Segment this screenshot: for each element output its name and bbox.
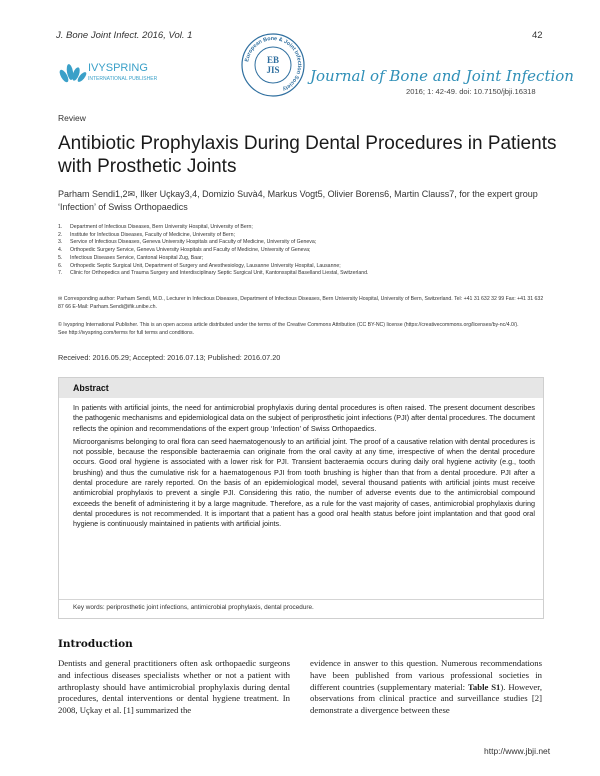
abstract-paragraph: Microorganisms belonging to oral flora can seed haematogenously to an artificial joint. The proof of a causative relation with dental procedures is not possible, because the responsible bacteraemia can originate from the oral cavity at any time, irrespective of when the dental procedure occurs. Good oral hygiene is associated with a lower risk for PJI. Transient bacteraemia occurs during daily oral hygiene activity (e.g., tooth brushing) and thus the cumulative risk for a haematogenous PJI from tooth brushing is higher than that from a dental procedure. PJI after a dental procedure are rarely reported. On the basis of an epidemiological model, several thousand patients with artificial joints must receive antimicrobial prophylaxis to prevent a single PJI. Considering this ratio, the number of adverse events due to the antimicrobial compound exceeds the benefit of administering it by a large magnitude. Therefore, as a rule for the vast majority of cases, antimicrobial prophylaxis during dental procedures is not recommended. It is important that a patient has a good oral health status before joint implantation and that good oral hygiene is continuously maintained in patients with artificial joints. (73, 436, 535, 529)
ivyspring-name: IVYSPRING (88, 62, 148, 74)
affiliation-item: 2. Institute for Infectious Diseases, Faculty of Medicine, University of Bern; (58, 231, 235, 238)
ebjis-seal-icon (240, 32, 306, 98)
ebjis-seal (240, 32, 306, 98)
abstract-header-bar (59, 378, 543, 398)
affiliation-item: 3. Service of Infectious Diseases, Geneva University Hospitals and Faculty of Medicine, University of Geneva; (58, 239, 317, 246)
svg-text:European Bone & Joint Infectio: European Bone & Joint Infection Society (244, 35, 303, 92)
table-s1-ref[interactable]: Table S1 (467, 681, 501, 692)
abstract-body (73, 403, 535, 533)
body-column-right: evidence in answer to this question. Numerous recommendations have been published from various professional societies in different countries (supplementary material: Table S1). However, observations from clinical practice and surveillance studies [2] demonstrate a divergence between these (310, 658, 542, 716)
keywords-row (59, 599, 543, 611)
running-header: J. Bone Joint Infect. 2016, Vol. 1 (56, 30, 193, 41)
publication-dates: Received: 2016.05.29; Accepted: 2016.07.13; Published: 2016.07.20 (58, 353, 281, 362)
abstract-paragraph: In patients with artificial joints, the need for antimicrobial prophylaxis during dental procedures is often raised. The present document describes the pathogenic mechanisms and epidemiological data on the subject of periprosthetic joint infections (PJI) after dental procedures. The document reflects the opinion and recommendations of the expert group ‘Infection’ of Swiss Orthopaedics. (73, 403, 535, 433)
svg-text:JIS: JIS (266, 65, 280, 75)
affiliation-item: 7. Clinic for Orthopedics and Trauma Surgery and Interdisciplinary Septic Surgical Unit, Kantonsspital Baselland Liestal, Switzerland. (58, 270, 369, 277)
ivyspring-subtitle: INTERNATIONAL PUBLISHER (88, 76, 158, 82)
affiliation-item: 4. Orthopedic Surgery Service, Geneva University Hospitals and Faculty of Medicine, University of Geneva; (58, 247, 311, 254)
affiliation-item: 6. Orthopedic Septic Surgical Unit, Department of Surgery and Anesthesiology, Lausanne University Hospital, Lausanne; (58, 262, 341, 269)
journal-title: Journal of Bone and Joint Infection (310, 67, 574, 85)
article-title: Antibiotic Prophylaxis During Dental Procedures in Patients with Prosthetic Joints (58, 133, 557, 177)
footer-url-link[interactable]: http://www.jbji.net (484, 746, 551, 756)
license-statement: © Ivyspring International Publisher. This is an open access article distributed under the terms of the Creative Commons Attribution (CC BY-NC) license (https://creativecommons.org/licenses/by-nc/4.0/). See http://ivyspring.com/terms for full terms and conditions. (58, 322, 519, 336)
affiliations-list (58, 224, 578, 278)
svg-text:EB: EB (266, 55, 280, 65)
affiliation-item: 5. Infectious Diseases Service, Cantonal Hospital Zug, Baar; (58, 254, 204, 261)
abstract-box (58, 377, 544, 619)
affiliation-item: 1. Department of Infectious Diseases, Bern University Hospital, University of Bern; (58, 224, 253, 230)
ivyspring-leaf-icon (58, 58, 162, 86)
author-list: Parham Sendi1,2✉, Ilker Uçkay3,4, Domizio Suvà4, Markus Vogt5, Olivier Borens6, Martin Clauss7, for the expert group ‘Infection’ of Swiss Orthopaedics (58, 189, 538, 212)
keywords-text: Key words: periprosthetic joint infections, antimicrobial prophylaxis, dental procedure. (73, 604, 314, 611)
abstract-heading: Abstract (73, 383, 109, 393)
body-column-left: Dentists and general practitioners often ask orthopaedic surgeons and infectious diseases specialists whether or not a patient with arthroplasty should have antimicrobial prophylaxis during dental procedures, dental interventions or dental hygiene treatment. In 2008, Uçkay et al. [1] summarized the (58, 658, 290, 716)
page-number: 42 (532, 30, 543, 41)
corresponding-author: ✉ Corresponding author: Parham Sendi, M.D., Lecturer in Infectious Diseases, Department of Infectious Diseases, Bern University Hospital, University of Bern, Switzerland. Tel: +41 31 632 32 99 Fax: +41 31 632 87 66 E-Mail: Parham.Sendi@ifik.unibe.ch. (58, 296, 544, 310)
citation-doi: 2016; 1: 42-49. doi: 10.7150/jbji.16318 (406, 87, 536, 96)
article-type: Review (58, 113, 86, 123)
section-heading-introduction: Introduction (58, 638, 133, 650)
ivyspring-logo (58, 58, 162, 86)
